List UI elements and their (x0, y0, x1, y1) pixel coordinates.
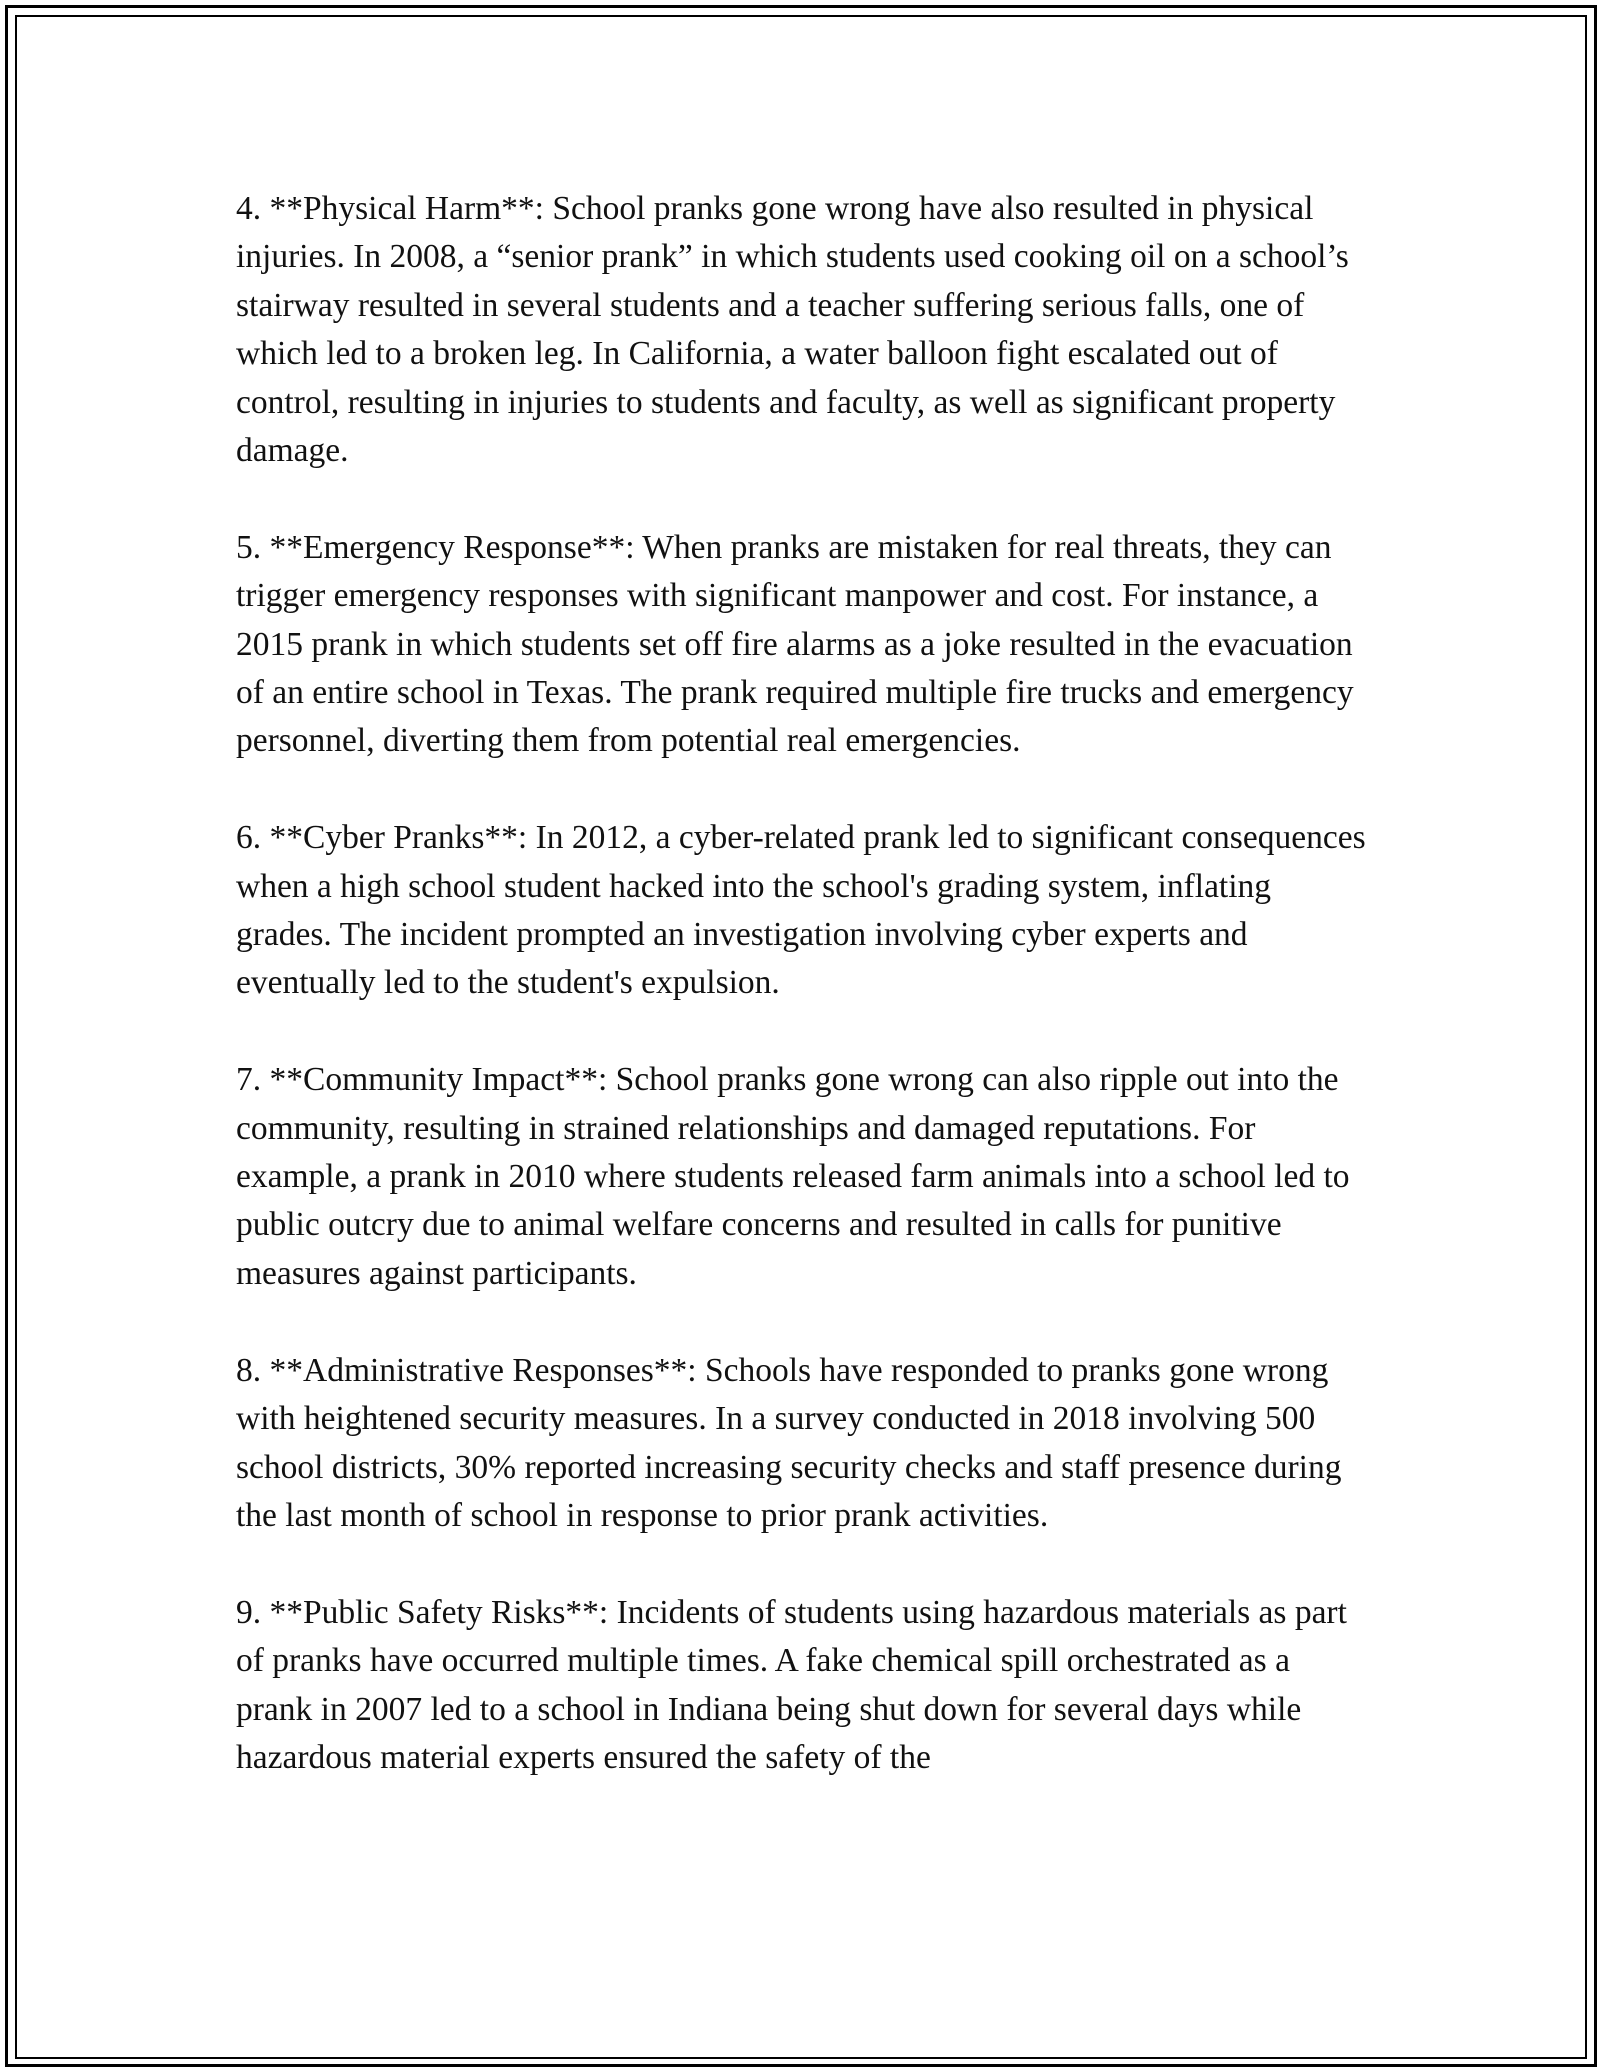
paragraph-community-impact: 7. **Community Impact**: School pranks gone wrong can also ripple out into the community, resulting in strained relationships and damaged reputations. For example, a prank in 2010 where students released farm animals into a school led to public outcry due to animal welfare concerns and resulted in calls for punitive measures against participants. (236, 1061, 1350, 1292)
paragraph-cyber-pranks: 6. **Cyber Pranks**: In 2012, a cyber-related prank led to significant consequences when a high school student hacked into the school's grading system, inflating grades. The incident prompted an investigation involving cyber experts and eventually led to the student's expulsion. (236, 819, 1366, 1002)
paragraph-emergency-response: 5. **Emergency Response**: When pranks are mistaken for real threats, they can trigger emergency responses with significant manpower and cost. For instance, a 2015 prank in which students set off fire alarms as a joke resulted in the evacuation of an entire school in Texas. The prank required multiple fire trucks and emergency personnel, diverting them from potential real emergencies. (236, 528, 1354, 760)
paragraph-physical-harm: 4. **Physical Harm**: School pranks gone wrong have also resulted in physical injuries. In 2008, a “senior prank” in which students used cooking oil on a school’s stairway resulted in several students and a teacher suffering serious falls, one of which led to a broken leg. In California, a water balloon fight escalated out of control, resulting in injuries to students and faculty, as well as significant property damage. (236, 190, 1349, 470)
paragraph-administrative-responses: 8. **Administrative Responses**: Schools have responded to pranks gone wrong with heightened security measures. In a survey conducted in 2018 involving 500 school districts, 30% reported increasing security checks and staff presence during the last month of school in response to prior prank activities. (236, 1351, 1342, 1534)
document-body (236, 185, 1366, 1831)
paragraph-public-safety-risks: 9. **Public Safety Risks**: Incidents of students using hazardous materials as part of pranks have occurred multiple times. A fake chemical spill orchestrated as a prank in 2007 led to a school in Indiana being shut down for several days while hazardous material experts ensured the safety of the (236, 1593, 1347, 1776)
